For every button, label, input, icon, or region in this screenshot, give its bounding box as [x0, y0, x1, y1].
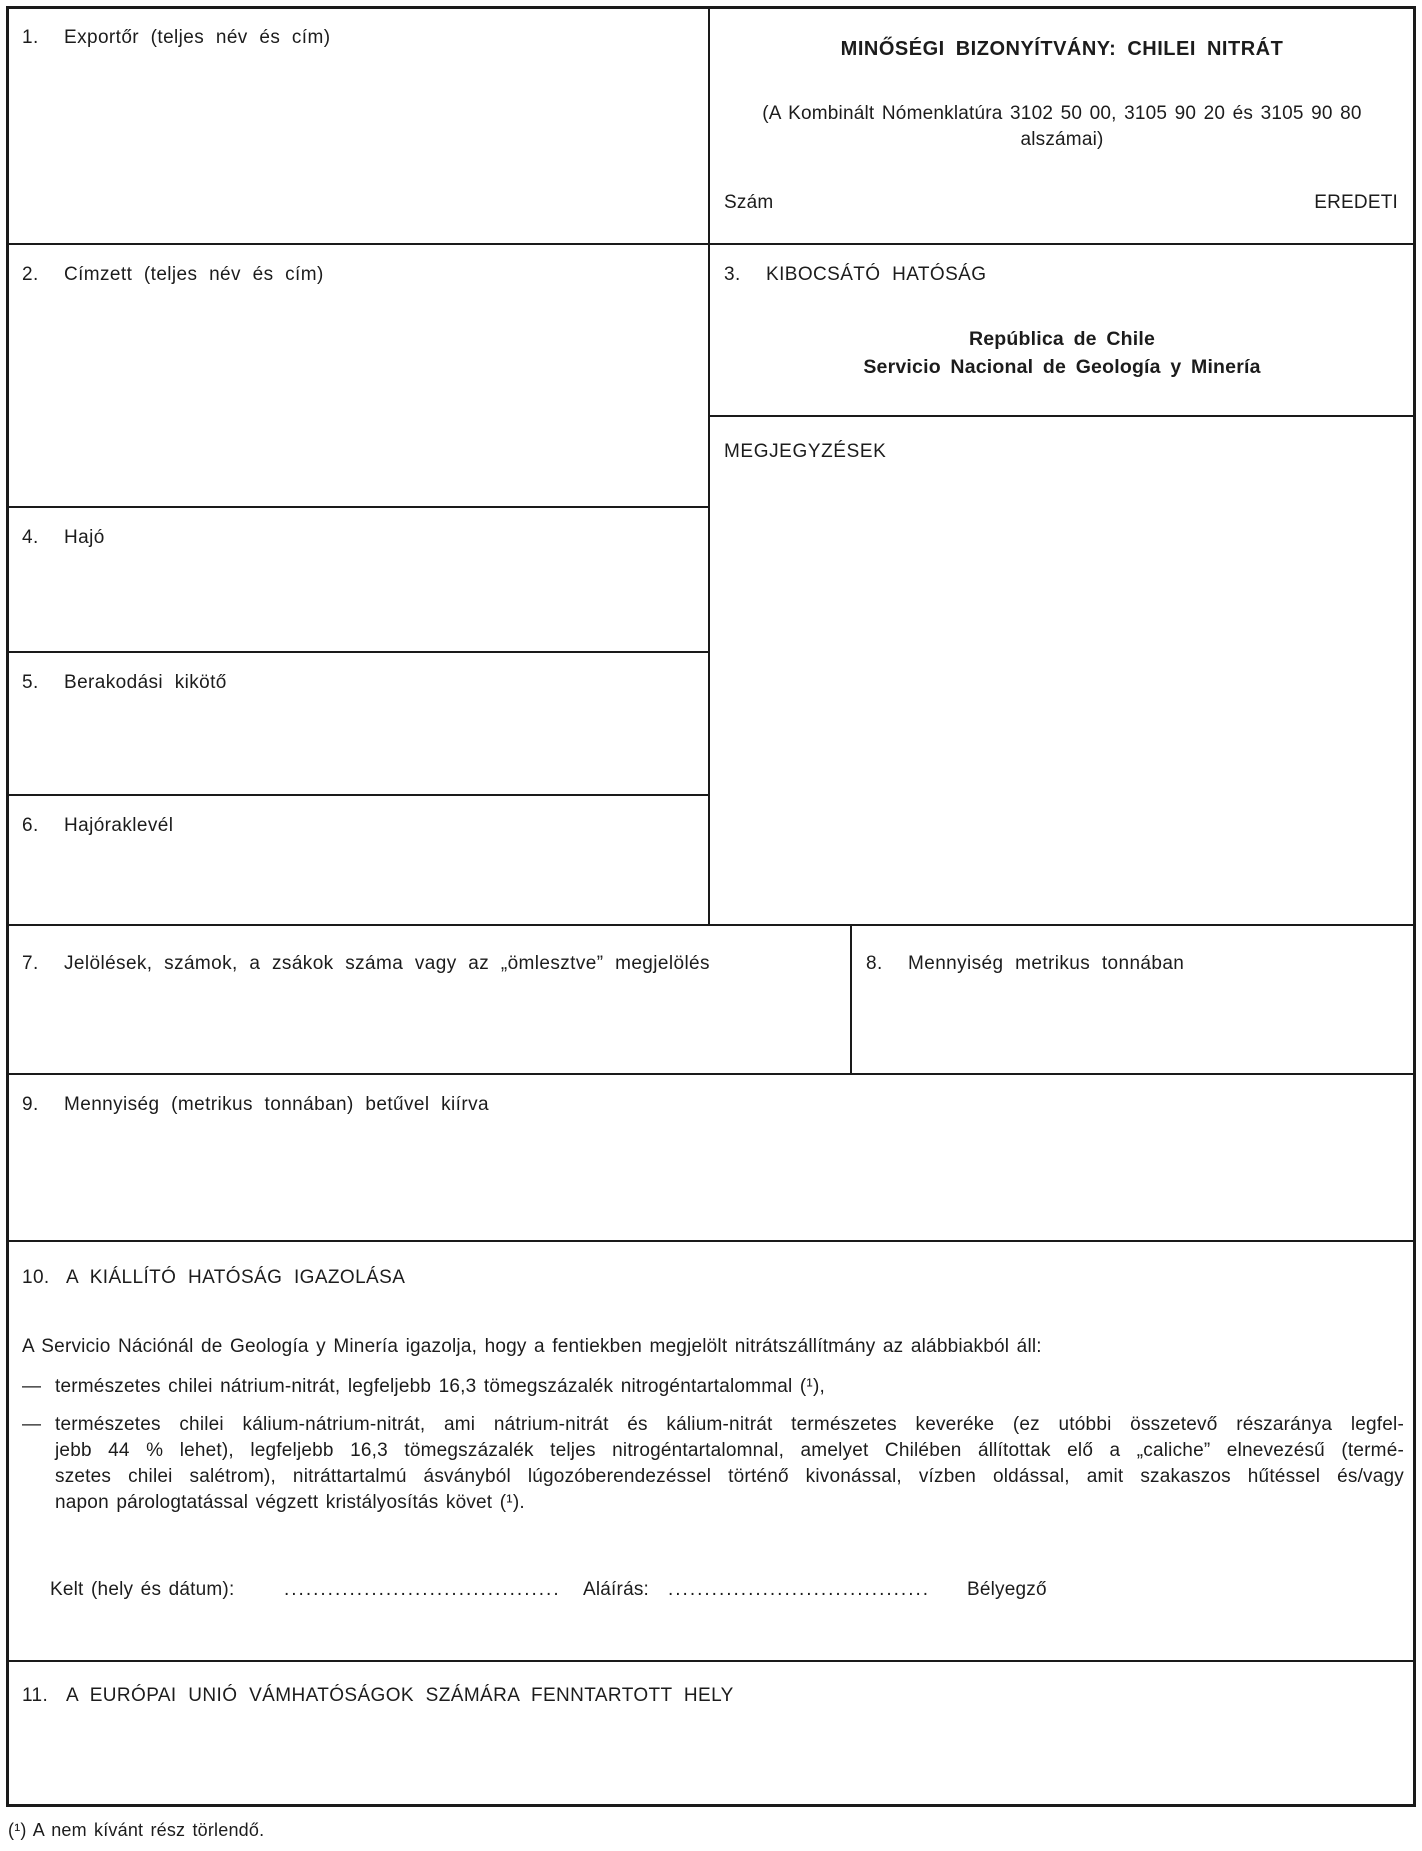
box-3-label-row [710, 245, 1414, 287]
certification-item-2 [22, 1412, 1404, 1516]
box-5-label-row [8, 653, 708, 695]
dash-bullet: — [22, 1376, 42, 1397]
header-box [708, 6, 1416, 245]
box-label: A EURÓPAI UNIÓ VÁMHATÓSÁGOK SZÁMÁRA FENNTARTOTT HELY [66, 1685, 734, 1706]
box-label: KIBOCSÁTÓ HATÓSÁG [766, 264, 987, 285]
certification-content [8, 1242, 1414, 1660]
box-label: Exportőr (teljes név és cím) [64, 27, 331, 48]
box-2-label-row [8, 245, 708, 287]
box-8-label-row [852, 926, 1414, 976]
box-number: 2. [22, 264, 39, 285]
box-number: 3. [724, 264, 741, 285]
box-9-label-row [8, 1075, 1414, 1117]
cn-codes-subtitle: (A Kombinált Nómenklatúra 3102 50 00, 3105 90 20 és 3105 90 80 alszámai) [762, 103, 1362, 150]
authority-name-line1: República de Chile [968, 328, 1156, 350]
box-4-label-row [8, 508, 708, 550]
box-label: Mennyiség (metrikus tonnában) betűvel kiírva [64, 1094, 489, 1115]
box-10-label-row [22, 1266, 1404, 1290]
footnote: (¹) A nem kívánt rész törlendő. [8, 1820, 265, 1840]
box-label: A KIÁLLÍTÓ HATÓSÁG IGAZOLÁSA [66, 1267, 406, 1288]
box-11-eu-customs [6, 1660, 1416, 1807]
box-number: 7. [22, 953, 39, 974]
notes-label: MEGJEGYZÉSEK [724, 441, 887, 462]
box-9-quantity-words [6, 1073, 1416, 1242]
box-number: 8. [866, 953, 883, 974]
signature-dotted-line: .................................... [668, 1579, 931, 1600]
item-2-line-4: napon párologtatással végzett kristályosítás követ (¹). [55, 1492, 525, 1513]
box-number: 4. [22, 527, 39, 548]
item-2-line-2: jebb 44 % lehet), legfeljebb 16,3 tömegszázalék teljes nitrogéntartalomnal, amelyet Chilében állítottak elő a „caliche” elnevezésű (termé- [55, 1440, 1404, 1461]
box-number: 6. [22, 815, 39, 836]
box-number: 9. [22, 1094, 39, 1115]
box-6-bill-of-lading [6, 794, 710, 926]
box-4-vessel [6, 506, 710, 653]
box-notes [708, 415, 1416, 926]
certification-item-2-text [55, 1412, 1404, 1516]
certification-intro: A Servicio Nációnál de Geología y Minería igazolja, hogy a fentiekben megjelölt nitrátszállítmány az alábbiakból áll: [22, 1336, 1042, 1357]
date-signature-stamp-row [22, 1579, 1404, 1605]
box-2-consignee [6, 243, 710, 508]
box-6-label-row [8, 796, 708, 838]
item-2-line-1: természetes chilei kálium-nátrium-nitrát, ami nátrium-nitrát és kálium-nitrát természetes keveréke (ez utóbbi összetevő részaránya legfel- [55, 1414, 1404, 1435]
box-11-label-row [8, 1662, 1414, 1708]
certificate-title: MINŐSÉGI BIZONYÍTVÁNY: CHILEI NITRÁT [840, 38, 1284, 60]
box-number: 5. [22, 672, 39, 693]
box-8-quantity-tonnes [850, 924, 1416, 1075]
box-label: Címzett (teljes név és cím) [64, 264, 324, 285]
date-dotted-line: ...................................... [284, 1579, 561, 1600]
item-2-line-3: szetes chilei salétrom), nitráttartalmú ásványból lúgozóberendezéssel történő kivonással, vízben oldással, amit szakaszos hűtéssel és/vagy [55, 1466, 1404, 1487]
box-label: Berakodási kikötő [64, 672, 227, 693]
number-original-row [724, 192, 1398, 214]
box-label: Jelölések, számok, a zsákok száma vagy az „ömlesztve” megjelölés [64, 953, 710, 974]
box-7-label-row [8, 926, 850, 976]
box-label: Hajóraklevél [64, 815, 174, 836]
box-10-certification [6, 1240, 1416, 1662]
box-5-port-of-loading [6, 651, 710, 796]
box-label: Hajó [64, 527, 105, 548]
number-label: Szám [724, 192, 774, 213]
box-1-label-row [8, 8, 708, 50]
certification-item-1 [22, 1374, 1404, 1400]
date-line-label: Kelt (hely és dátum): [50, 1579, 235, 1600]
box-7-marks-numbers [6, 924, 852, 1075]
stamp-label: Bélyegző [967, 1579, 1047, 1600]
box-number: 1. [22, 27, 39, 48]
authority-name [710, 325, 1414, 381]
box-1-exporter [6, 6, 710, 245]
box-number: 11. [22, 1685, 49, 1706]
box-number: 10. [22, 1267, 50, 1288]
authority-name-line2: Servicio Nacional de Geología y Minería [863, 356, 1261, 378]
box-label: Mennyiség metrikus tonnában [908, 953, 1185, 974]
box-3-issuing-authority [708, 243, 1416, 417]
dash-bullet: — [22, 1414, 42, 1435]
original-label: EREDETI [1314, 192, 1398, 213]
certification-item-1-text: természetes chilei nátrium-nitrát, legfeljebb 16,3 tömegszázalék nitrogéntartalommal (¹), [55, 1376, 825, 1397]
signature-label: Aláírás: [583, 1579, 650, 1600]
